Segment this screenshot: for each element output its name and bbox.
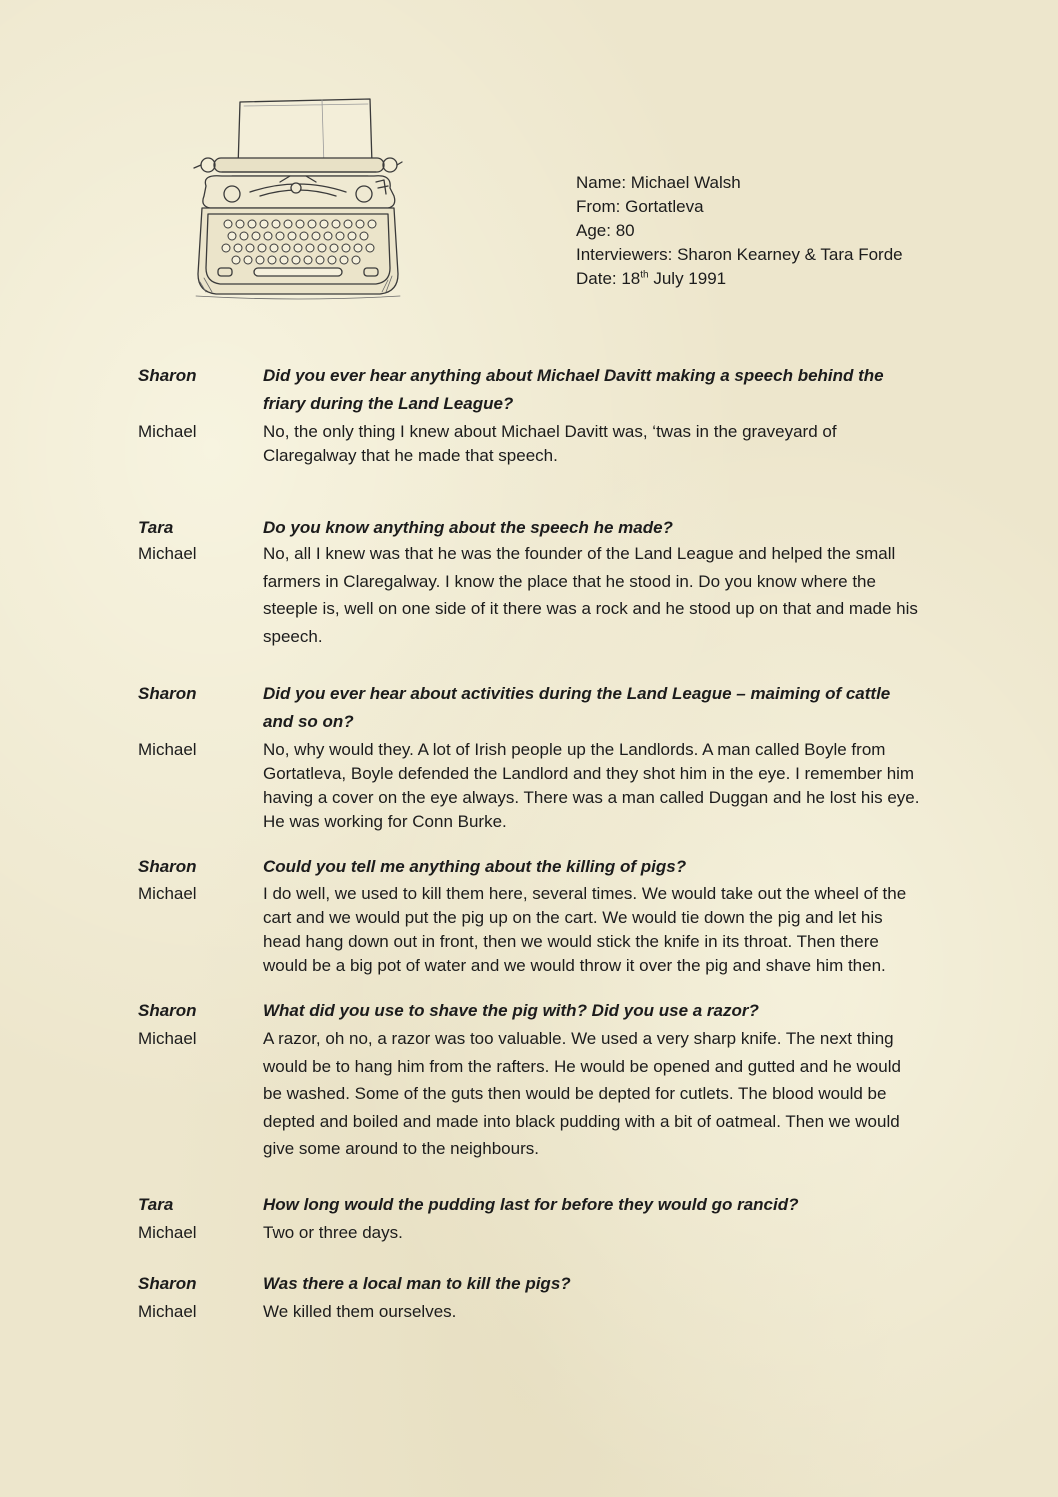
answer-text: A razor, oh no, a razor was too valuable. We used a very sharp knife. The next thing would be to hang him from the rafters. He would be opened and gutted and he would be washed. Some of the guts then would be depted for cutlets. The blood would be depted and boiled and made into black pudding with a bit of oatmeal. Then we would give some around to the neighbours. — [263, 1029, 901, 1158]
answer-text: No, all I knew was that he was the founder of the Land League and helped the small farmers in Claregalway. I know the place that he stood in. Do you know where the steeple is, well on one side of it there was a rock and he stood up on that and made his speech. — [263, 544, 918, 646]
question-speaker: Sharon — [138, 366, 197, 385]
interviewee-name: Name: Michael Walsh — [576, 173, 741, 192]
answer-text: I do well, we used to kill them here, several times. We would take out the wheel of the cart and we would put the pig up on the cart. We would tie down the pig and let his head hang down out in front, then we would stick the knife in its throat. Then there would be a big pot of water and we would throw it over the pig and shave him then. — [263, 884, 907, 975]
answer-speaker: Michael — [138, 1222, 197, 1242]
question-row — [138, 362, 928, 417]
interview-date — [576, 267, 903, 291]
question-text: Did you ever hear anything about Michael Davitt making a speech behind the friary during the Land League? — [263, 366, 884, 413]
interview-transcript — [138, 362, 928, 1345]
exchange — [138, 680, 928, 834]
answer-row — [138, 1300, 928, 1324]
question-text: Was there a local man to kill the pigs? — [263, 1273, 571, 1293]
exchange — [138, 362, 928, 468]
question-speaker: Sharon — [138, 684, 197, 703]
interviewee-age: Age: 80 — [576, 221, 635, 240]
question-speaker: Tara — [138, 1194, 174, 1214]
interview-info — [576, 171, 903, 291]
answer-speaker: Michael — [138, 422, 197, 441]
question-text: How long would the pudding last for before they would go rancid? — [263, 1194, 799, 1214]
date-suffix: July 1991 — [648, 269, 727, 288]
question-row — [138, 999, 928, 1023]
answer-text: Two or three days. — [263, 1222, 403, 1242]
exchange — [138, 1272, 928, 1324]
date-superscript: th — [640, 269, 649, 281]
answer-row — [138, 882, 928, 978]
answer-speaker: Michael — [138, 1301, 197, 1321]
question-row — [138, 1193, 928, 1217]
answer-text: We killed them ourselves. — [263, 1301, 457, 1321]
answer-text: No, the only thing I knew about Michael Davitt was, ‘twas in the graveyard of Claregalway that he made that speech. — [263, 422, 837, 465]
answer-speaker: Michael — [138, 544, 197, 563]
answer-text: No, why would they. A lot of Irish people up the Landlords. A man called Boyle from Gortatleva, Boyle defended the Landlord and they shot him in the eye. I remember him having a cover on the eye always. There was a man called Duggan and he lost his eye. He was working for Conn Burke. — [263, 740, 920, 831]
question-text: What did you use to shave the pig with? Did you use a razor? — [263, 1001, 759, 1020]
interviewee-from: From: Gortatleva — [576, 197, 704, 216]
answer-row — [138, 540, 928, 650]
exchange — [138, 1193, 928, 1245]
answer-speaker: Michael — [138, 1029, 197, 1048]
exchange — [138, 516, 928, 650]
question-speaker: Sharon — [138, 857, 197, 876]
question-row — [138, 680, 928, 735]
question-text: Do you know anything about the speech he made? — [263, 518, 673, 537]
question-text: Did you ever hear about activities during the Land League – maiming of cattle and so on? — [263, 684, 891, 731]
exchange — [138, 999, 928, 1163]
question-speaker: Tara — [138, 518, 174, 537]
typewriter-illustration — [192, 96, 404, 300]
exchange — [138, 855, 928, 978]
answer-row — [138, 738, 928, 834]
question-row — [138, 855, 928, 879]
answer-speaker: Michael — [138, 884, 197, 903]
answer-row — [138, 1025, 928, 1163]
interviewers: Interviewers: Sharon Kearney & Tara Forde — [576, 245, 903, 264]
question-row — [138, 516, 928, 540]
question-speaker: Sharon — [138, 1273, 197, 1293]
question-speaker: Sharon — [138, 1001, 197, 1020]
question-text: Could you tell me anything about the killing of pigs? — [263, 857, 687, 876]
answer-speaker: Michael — [138, 740, 197, 759]
date-prefix: Date: 18 — [576, 269, 641, 288]
answer-row — [138, 420, 928, 468]
question-row — [138, 1272, 928, 1296]
answer-row — [138, 1221, 928, 1245]
